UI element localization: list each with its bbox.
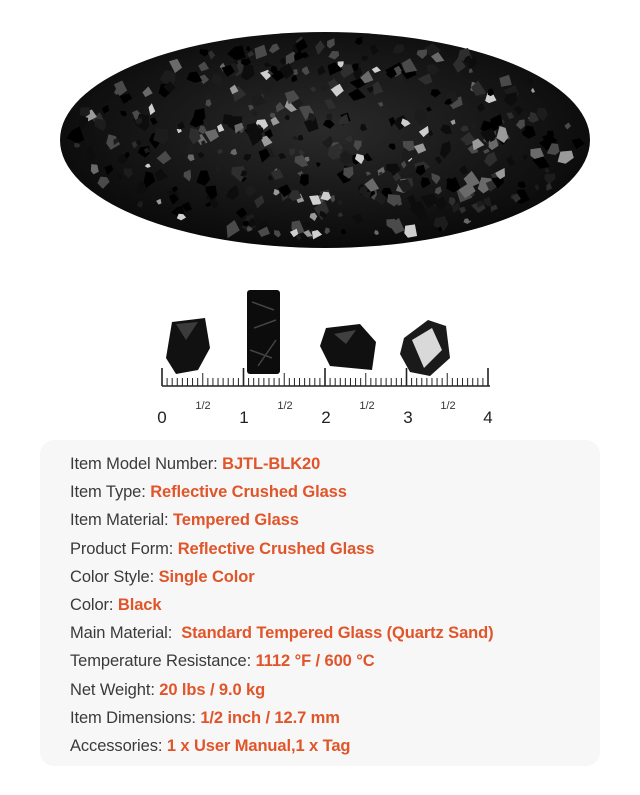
spec-value: Reflective Crushed Glass bbox=[150, 483, 347, 502]
ruler-ticks bbox=[162, 368, 488, 386]
spec-row-product-form bbox=[70, 535, 570, 563]
spec-row-accessories bbox=[70, 732, 570, 760]
spec-value: Standard Tempered Glass (Quartz Sand) bbox=[181, 624, 494, 643]
spec-value: 1112 °F / 600 °C bbox=[255, 652, 375, 671]
specification-card bbox=[40, 440, 600, 766]
ruler-graphic bbox=[0, 280, 640, 430]
spec-label: Product Form: bbox=[70, 539, 178, 558]
spec-label: Item Model Number: bbox=[70, 455, 223, 473]
spec-row-net-weight bbox=[70, 676, 570, 704]
spec-value: Black bbox=[117, 595, 162, 614]
spec-row-color-style bbox=[70, 563, 570, 591]
spec-row-color bbox=[70, 591, 570, 619]
spec-row-item-material bbox=[70, 506, 570, 534]
ruler-label-3: 3 bbox=[403, 408, 413, 427]
crushed-glass-pile-image bbox=[0, 0, 640, 280]
spec-value: BJTL-BLK20 bbox=[222, 455, 321, 473]
spec-label: Item Dimensions: bbox=[70, 708, 201, 727]
spec-value: 20 lbs / 9.0 kg bbox=[159, 680, 266, 699]
ruler-label-2: 2 bbox=[321, 408, 331, 427]
spec-row-item-type bbox=[70, 478, 570, 506]
spec-label: Item Type: bbox=[70, 483, 151, 502]
spec-row-temperature-resistance bbox=[70, 647, 570, 675]
spec-value: Reflective Crushed Glass bbox=[177, 539, 375, 558]
ruler-half-label: 1/2 bbox=[195, 400, 211, 412]
ruler-label-1: 1 bbox=[239, 408, 249, 427]
spec-label: Main Material: bbox=[70, 624, 182, 643]
spec-row-main-material bbox=[70, 619, 570, 647]
spec-label: Color Style: bbox=[70, 567, 159, 586]
spec-row-model-number bbox=[70, 450, 570, 478]
size-ruler-section bbox=[0, 280, 640, 430]
spec-row-item-dimensions bbox=[70, 704, 570, 732]
spec-label: Item Material: bbox=[70, 511, 174, 530]
ruler-label-0: 0 bbox=[157, 408, 167, 427]
ruler-half-label: 1/2 bbox=[440, 400, 456, 412]
spec-value: Single Color bbox=[158, 567, 255, 586]
spec-label: Temperature Resistance: bbox=[70, 652, 256, 671]
spec-value: 1/2 inch / 12.7 mm bbox=[200, 708, 340, 727]
ruler-half-label: 1/2 bbox=[359, 400, 375, 412]
glass-sample-3 bbox=[320, 324, 376, 370]
spec-value: 1 x User Manual,1 x Tag bbox=[166, 736, 351, 755]
spec-label: Net Weight: bbox=[70, 680, 160, 699]
spec-label: Accessories: bbox=[70, 736, 167, 755]
spec-label: Color: bbox=[70, 595, 118, 614]
ruler-label-4: 4 bbox=[483, 408, 493, 427]
ruler-half-label: 1/2 bbox=[277, 400, 293, 412]
spec-value: Tempered Glass bbox=[173, 511, 299, 530]
